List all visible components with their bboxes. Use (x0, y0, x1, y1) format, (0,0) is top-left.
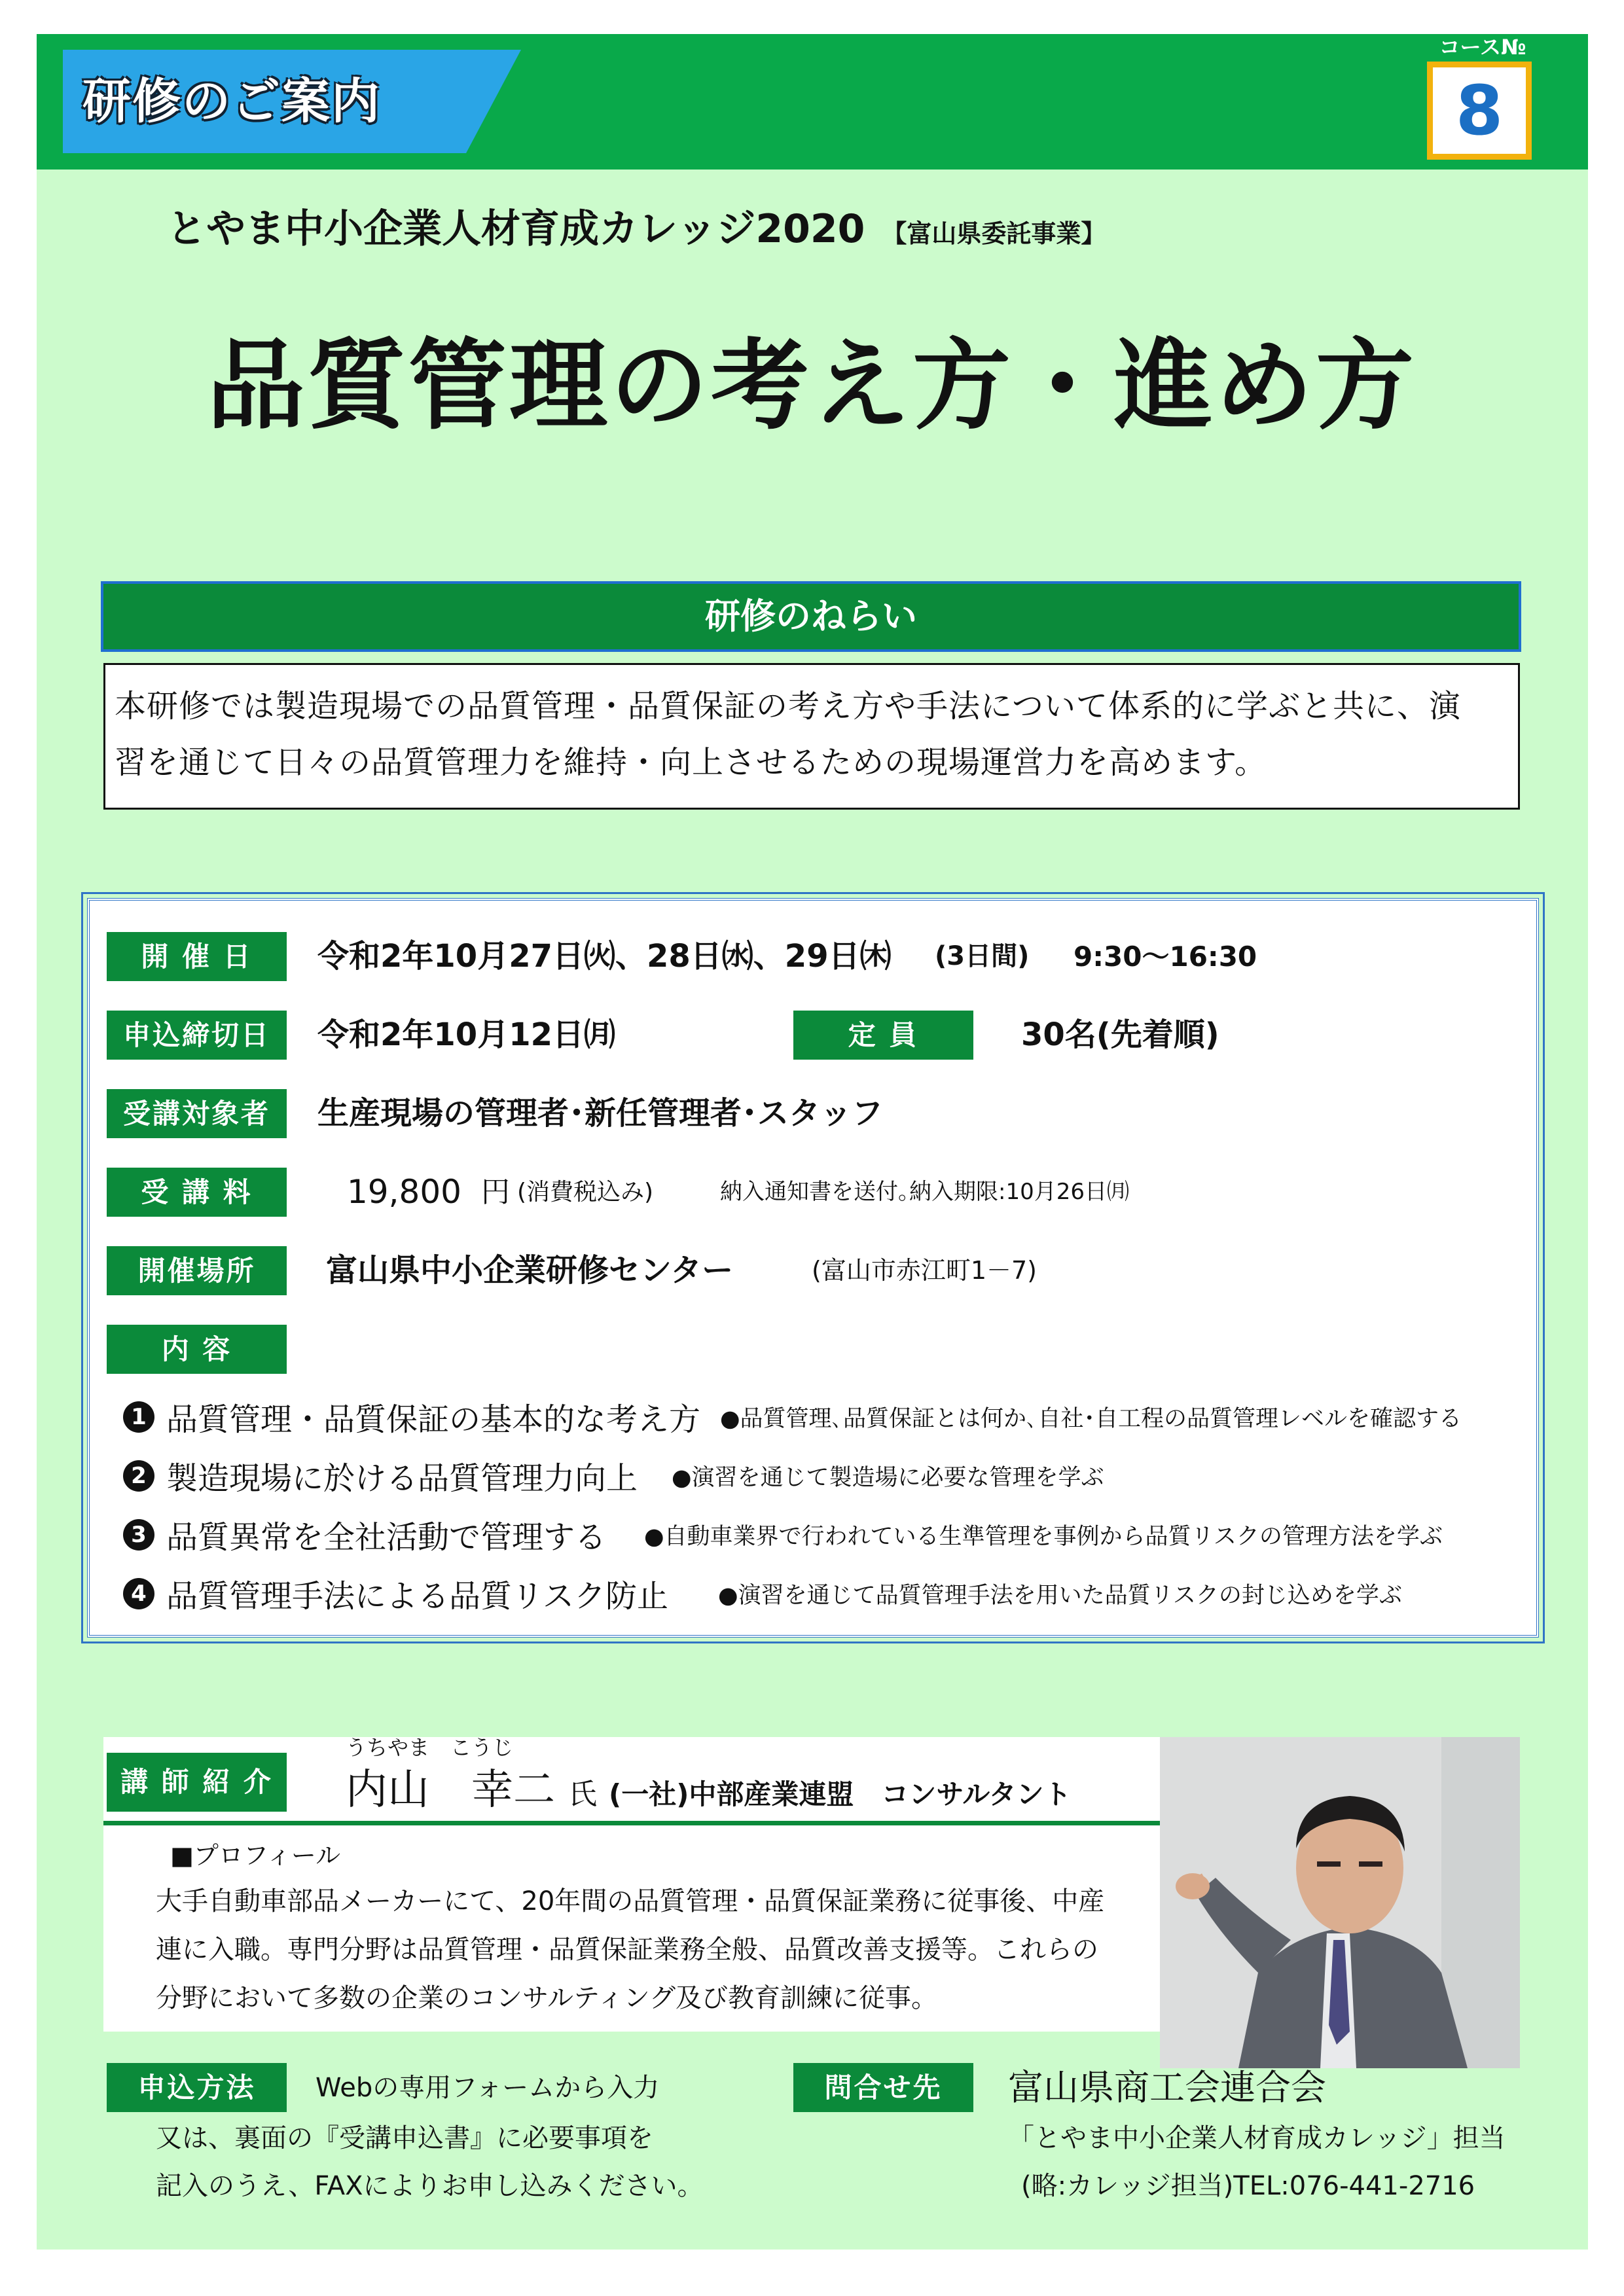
apply-line: Webの専用フォームから入力 (316, 2073, 660, 2103)
aim-text-box (103, 663, 1520, 810)
content-number-badge: 3 (123, 1519, 154, 1551)
content-label: 内 容 (107, 1325, 287, 1374)
venue-label: 開催場所 (107, 1246, 287, 1295)
profile-line: 分野において多数の企業のコンサルティング及び教育訓練に従事。 (156, 1983, 937, 2013)
instructor-divider (103, 1821, 1164, 1825)
program-note: 【富山県委託事業】 (882, 219, 1106, 248)
apply-line: 記入のうえ、FAXによりお申し込みください。 (156, 2171, 704, 2201)
venue-address: (富山市赤江町1－7) (812, 1256, 1038, 1285)
content-title: 品質異常を全社活動で管理する (166, 1519, 607, 1556)
content-title: 品質管理・品質保証の基本的な考え方 (166, 1401, 701, 1438)
content-number-badge: 4 (123, 1578, 154, 1609)
apply-label: 申込方法 (107, 2063, 287, 2112)
profile-line: 大手自動車部品メーカーにて、20年間の品質管理・品質保証業務に従事後、中産 (156, 1886, 1105, 1916)
contact-tel: (略:カレッジ担当)TEL:076-441-2716 (1021, 2171, 1475, 2201)
program-name: とやま中小企業人材育成カレッジ2020 (167, 206, 865, 252)
instructor-org: (一社)中部産業連盟 コンサルタント (609, 1778, 1072, 1810)
capacity-label: 定 員 (793, 1011, 973, 1060)
course-number-badge: 8 (1427, 62, 1532, 160)
capacity-value: 30名(先着順) (1021, 1016, 1219, 1053)
date-time: 9:30～16:30 (1074, 941, 1257, 973)
content-desc: ●自動車業界で行われている生準管理を事例から品質リスクの管理方法を学ぶ (644, 1523, 1443, 1550)
content-title: 品質管理手法による品質リスク防止 (166, 1578, 669, 1615)
aim-line: 習を通じて日々の品質管理力を維持・向上させるための現場運営力を高めます。 (115, 744, 1267, 781)
date-label: 開 催 日 (107, 932, 287, 981)
aim-line: 本研修では製造現場での品質管理・品質保証の考え方や手法について体系的に学ぶと共に、演 (115, 688, 1462, 725)
content-desc: ●演習を通じて品質管理手法を用いた品質リスクの封じ込めを学ぶ (718, 1582, 1402, 1609)
instructor-name: 内山 幸二 (346, 1766, 555, 1814)
contact-dept: 「とやま中小企業人材育成カレッジ」担当 (1008, 2123, 1506, 2153)
venue-value: 富山県中小企業研修センター (326, 1252, 734, 1289)
content-title: 製造現場に於ける品質管理力向上 (166, 1460, 638, 1497)
apply-line: 又は、裏面の『受講申込書』に必要事項を (156, 2123, 653, 2153)
profile-line: 連に入職。専門分野は品質管理・品質保証業務全般、品質改善支援等。これらの (156, 1935, 1098, 1965)
date-value: 令和2年10月27日㈫、28日㈬、29日㈭ (317, 938, 892, 975)
program-subtitle (167, 196, 1280, 262)
target-label: 受講対象者 (107, 1089, 287, 1138)
instructor-name-reading: うちやま こうじ (346, 1735, 514, 1760)
content-item (123, 1571, 1511, 1617)
contact-label: 問合せ先 (793, 2063, 973, 2112)
deadline-value: 令和2年10月12日㈪ (317, 1016, 615, 1053)
course-number-label: コース№ (1439, 35, 1526, 60)
instructor-photo-illustration (1160, 1737, 1520, 2068)
date-days: (3日間) (935, 941, 1030, 971)
target-value: 生産現場の管理者･新任管理者･スタッフ (317, 1095, 884, 1132)
fee-note: 納入通知書を送付｡納入期限:10月26日㈪ (720, 1179, 1129, 1205)
contact-org: 富山県商工会連合会 (1008, 2067, 1326, 2108)
content-number-badge: 1 (123, 1401, 154, 1433)
fee-unit: 円 (481, 1175, 510, 1209)
instructor-name-line (346, 1761, 1197, 1820)
page-title: 品質管理の考え方・進め方 (206, 329, 1416, 443)
header-tag-label: 研修のご案内 (82, 73, 381, 130)
content-number-badge: 2 (123, 1460, 154, 1492)
fee-tax: (消費税込み) (517, 1179, 654, 1206)
content-desc: ●演習を通じて製造場に必要な管理を学ぶ (672, 1464, 1104, 1491)
content-item (123, 1453, 1511, 1499)
fee-amount: 19,800 (347, 1173, 461, 1211)
content-item (123, 1512, 1511, 1558)
aim-heading: 研修のねらい (101, 581, 1521, 652)
instructor-label: 講 師 紹 介 (107, 1753, 287, 1812)
content-desc: ●品質管理､品質保証とは何か､自社･自工程の品質管理レベルを確認する (720, 1405, 1462, 1432)
fee-label: 受 講 料 (107, 1168, 287, 1217)
instructor-photo (1160, 1737, 1520, 2068)
deadline-label: 申込締切日 (107, 1011, 287, 1060)
profile-heading: ■プロフィール (170, 1841, 341, 1870)
content-item (123, 1394, 1511, 1440)
instructor-honorific: 氏 (568, 1778, 597, 1811)
